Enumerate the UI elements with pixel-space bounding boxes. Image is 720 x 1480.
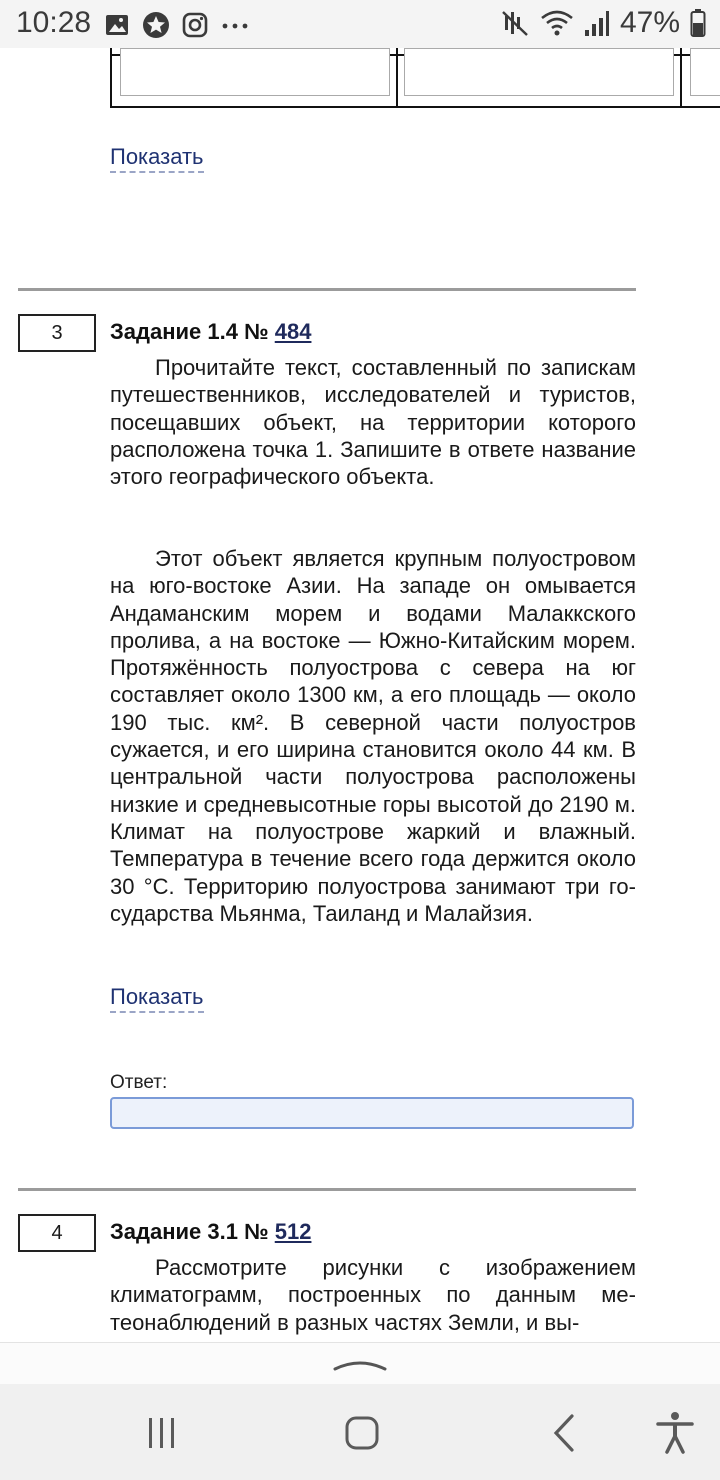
table-divider [396, 48, 398, 106]
table-cell-input[interactable] [120, 48, 390, 96]
table-cell-input[interactable] [404, 48, 674, 96]
table-divider [680, 48, 682, 106]
status-time: 10:28 [16, 6, 92, 39]
task-title-text: Задание 3.1 № [110, 1219, 269, 1244]
image-icon [104, 12, 130, 38]
show-answer-link[interactable]: Показать [110, 984, 204, 1013]
task-divider [18, 1188, 636, 1191]
task-title-text: Задание 1.4 № [110, 319, 269, 344]
recent-apps-icon[interactable] [137, 1408, 187, 1458]
task-id-link[interactable]: 484 [274, 319, 312, 344]
task-instructions: Рассмотрите рисунки с изображением климатограмм, построенных по данным метеонаблюдений в разных частях Земли, и вы- [110, 1255, 636, 1335]
battery-icon [690, 8, 706, 38]
show-answer-link[interactable]: Показать [110, 144, 204, 173]
notification-icons [104, 10, 250, 40]
accessibility-icon[interactable] [650, 1408, 700, 1458]
task-number-box: 4 [18, 1214, 96, 1252]
battery-percent: 47% [619, 6, 680, 39]
mute-icon [500, 8, 530, 38]
star-badge-icon [142, 11, 170, 39]
chevron-up-icon[interactable] [332, 1355, 388, 1375]
instagram-icon [182, 12, 208, 38]
more-icon [220, 12, 250, 38]
task-title [110, 319, 311, 345]
answer-table [110, 48, 720, 108]
task-instructions: Прочитайте текст, составленный по запискам путешественников, исследователей и туристов, посещавших объект, на территории которого расположена точка 1. Запишите в ответе название этого географического объекта. [110, 355, 636, 490]
status-bar [0, 0, 720, 48]
answer-input[interactable] [110, 1097, 634, 1129]
collapse-bar[interactable] [0, 1342, 720, 1385]
page-content [0, 48, 720, 1342]
back-icon[interactable] [540, 1408, 590, 1458]
wifi-icon [540, 8, 574, 38]
answer-label: Ответ: [110, 1072, 168, 1093]
navigation-bar [0, 1384, 720, 1480]
task-number-box: 3 [18, 314, 96, 352]
home-icon[interactable] [337, 1408, 387, 1458]
task-title [110, 1219, 311, 1245]
table-cell-input[interactable] [690, 48, 720, 96]
signal-icon [584, 8, 610, 38]
task-id-link[interactable]: 512 [274, 1219, 312, 1244]
task-text: Этот объект является крупным полуостровом на юго-востоке Азии. На западе он омывается Андаманским морем и водами Малаккского пролива, а на востоке — Южно-Китайским морем. Протяжённость полуострова с севера на юг составляет около 1300 км, а его площадь — около 190 тыс. км². В северной части полуостров сужается, и его ширина становится около 44 км. В центральной части полуострова расположены низкие и средневысотные горы высотой до 2190 м. Климат на полуострове жаркий и влажный. Температура в течение всего года держится около 30 °C. Территорию полуострова занимают три государства Мьянма, Таиланд и Малайзия. [110, 546, 636, 926]
task-divider [18, 288, 636, 291]
